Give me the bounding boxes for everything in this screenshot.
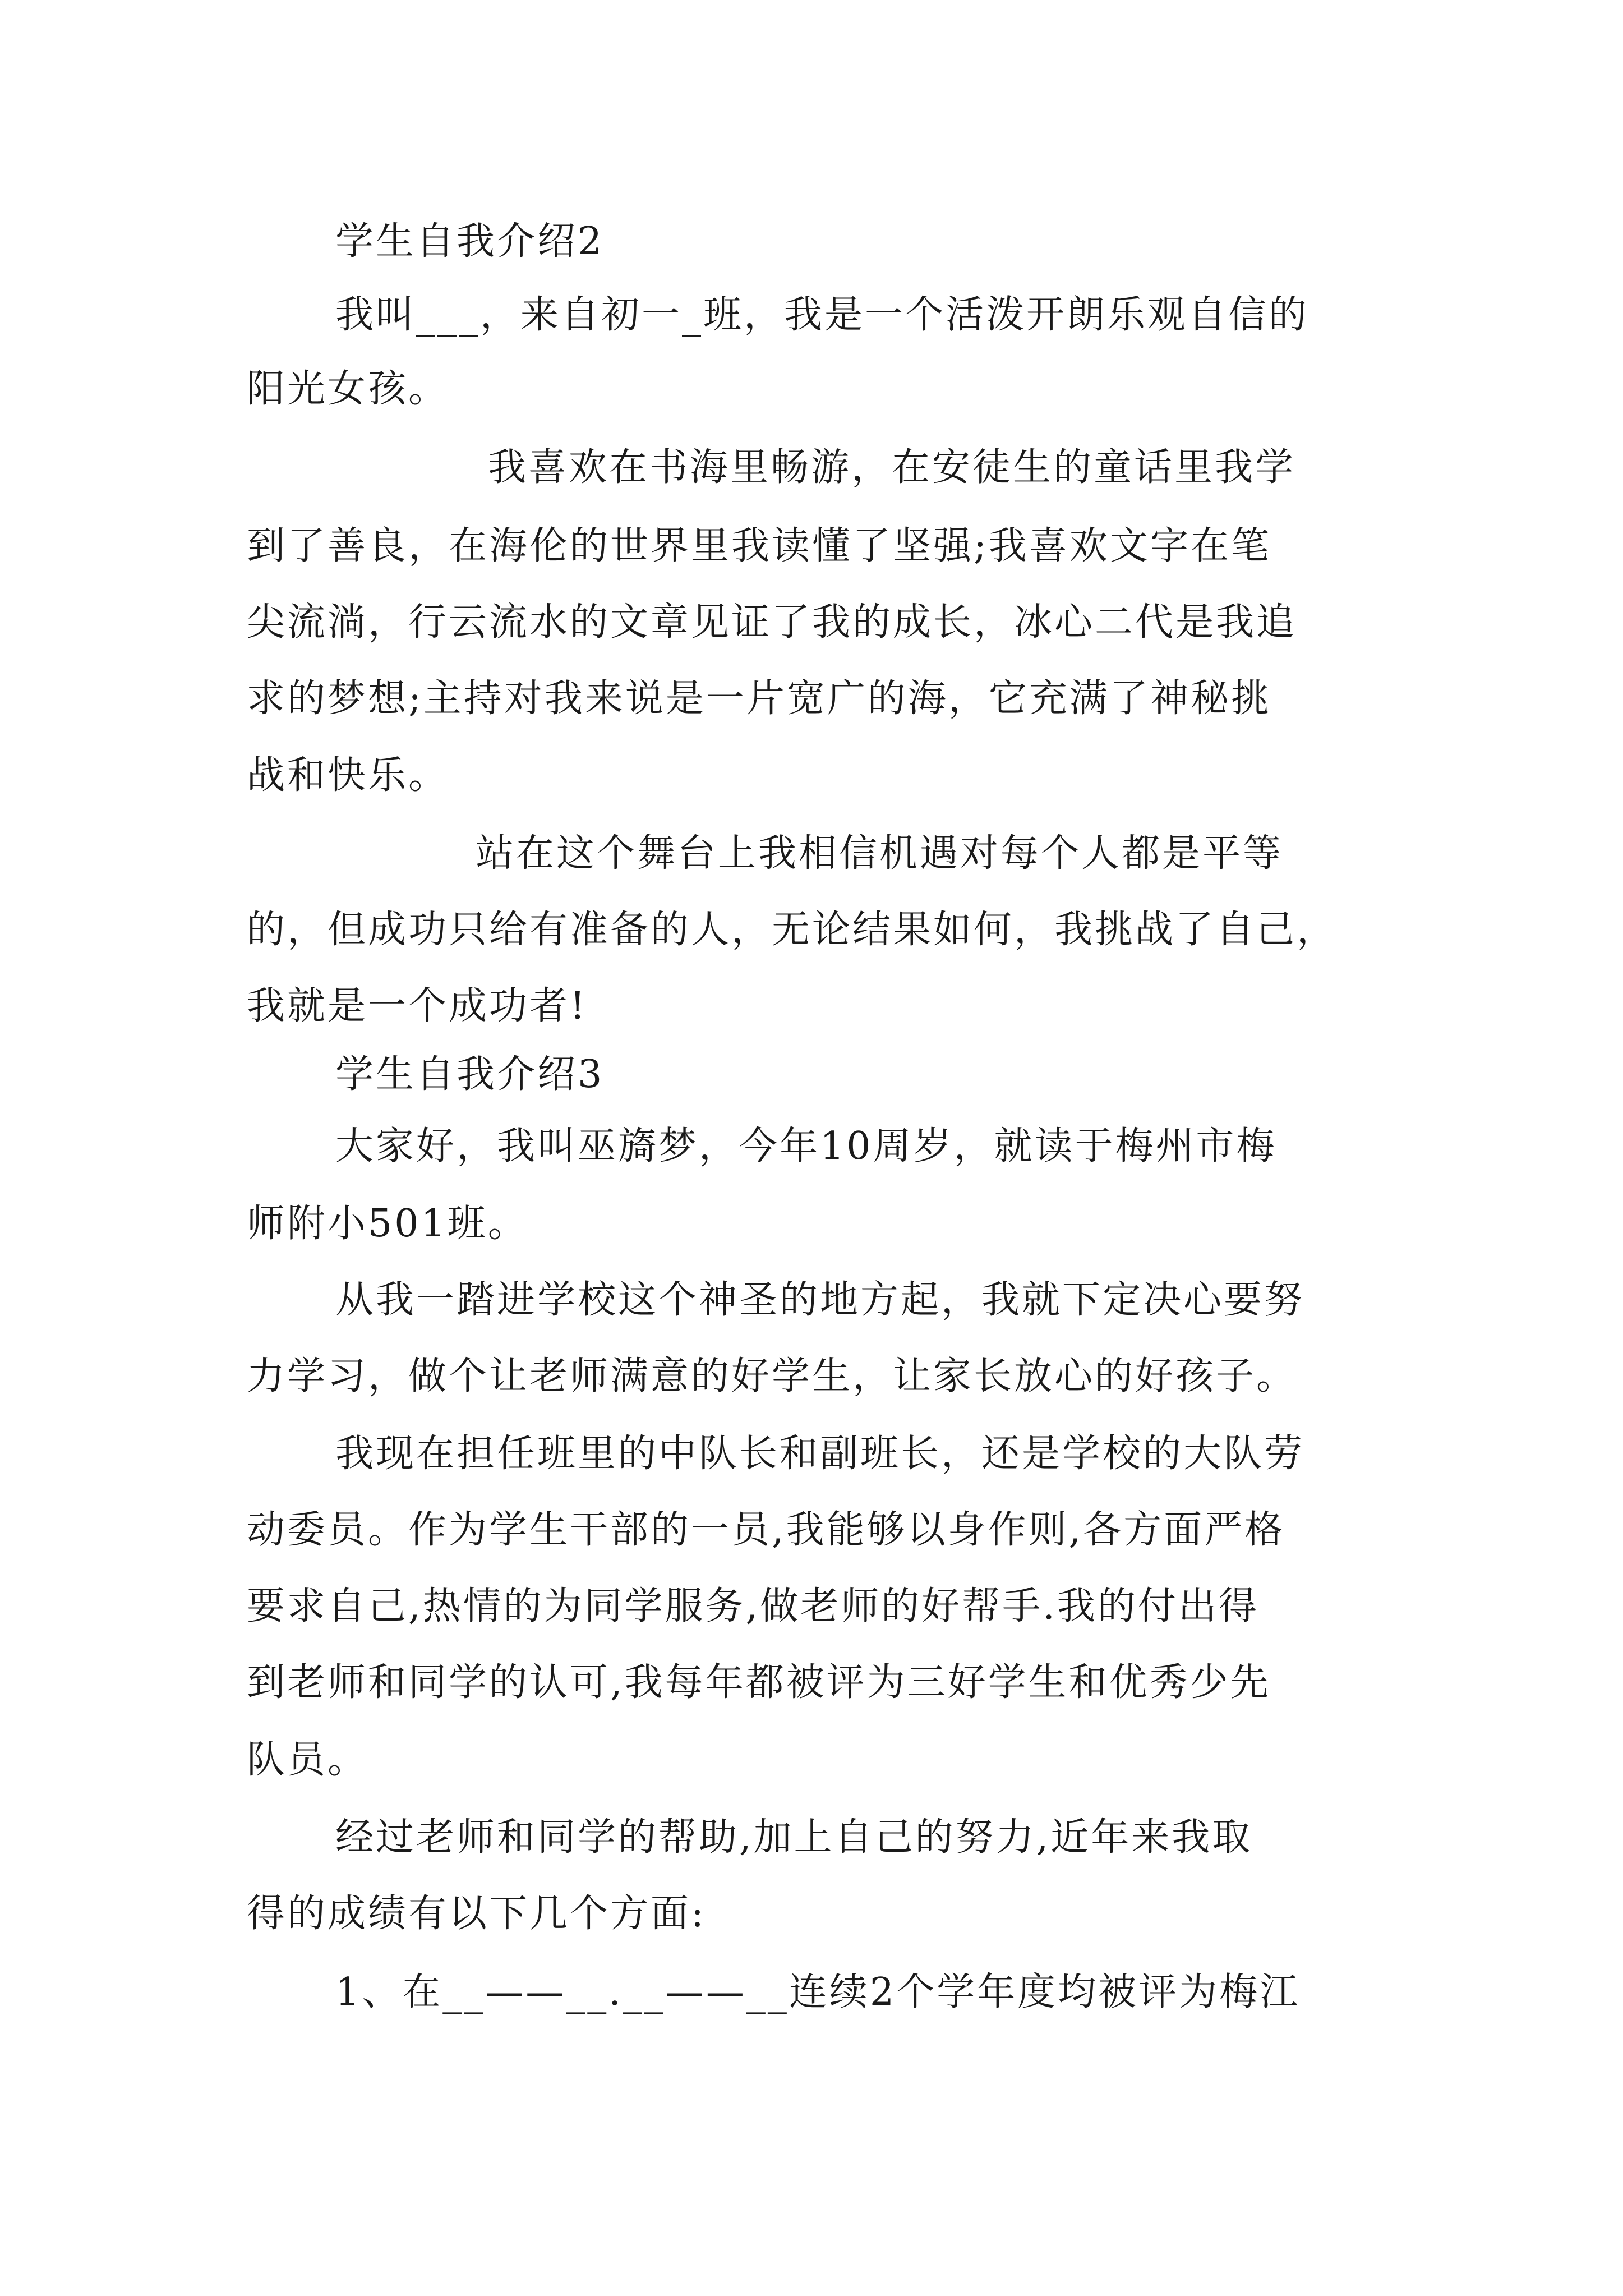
paragraph-line: 我喜欢在书海里畅游，在安徒生的童话里我学 (488, 445, 1296, 490)
paragraph-line: 尖流淌，行云流水的文章见证了我的成长，冰心二代是我追 (247, 600, 1297, 645)
paragraph-line: 得的成绩有以下几个方面: (247, 1892, 706, 1936)
paragraph-line: 队员。 (247, 1738, 368, 1782)
paragraph-line: 的，但成功只给有准备的人，无论结果如何，我挑战了自己， (247, 908, 1338, 952)
paragraph-line: 动委员。作为学生干部的一员,我能够以身作则,各方面严格 (247, 1508, 1285, 1552)
paragraph-line: 战和快乐。 (247, 753, 449, 798)
paragraph-line: 经过老师和同学的帮助,加上自己的努力,近年来我取 (335, 1815, 1253, 1860)
paragraph-line: 我现在担任班里的中队长和副班长，还是学校的大队劳 (335, 1432, 1305, 1476)
paragraph-line: 到了善良，在海伦的世界里我读懂了坚强;我喜欢文字在笔 (247, 524, 1271, 568)
section-heading: 学生自我介绍2 (335, 219, 605, 264)
paragraph-line: 阳光女孩。 (247, 367, 449, 411)
paragraph-line: 1、在__——__.__——__连续2个学年度均被评为梅江 (335, 1970, 1301, 2014)
paragraph-line: 到老师和同学的认可,我每年都被评为三好学生和优秀少先 (247, 1660, 1271, 1705)
paragraph-line: 我就是一个成功者! (247, 984, 588, 1028)
paragraph-line: 求的梦想;主持对我来说是一片宽广的海，它充满了神秘挑 (247, 677, 1271, 721)
paragraph-line: 我叫___，来自初一_班，我是一个活泼开朗乐观自信的 (335, 293, 1310, 337)
paragraph-line: 大家好，我叫巫旖梦，今年10周岁，就读于梅州市梅 (335, 1124, 1277, 1168)
paragraph-line: 师附小501班。 (247, 1202, 528, 1246)
paragraph-line: 力学习，做个让老师满意的好学生，让家长放心的好孩子。 (247, 1354, 1297, 1398)
paragraph-line: 站在这个舞台上我相信机遇对每个人都是平等 (476, 831, 1284, 876)
section-heading: 学生自我介绍3 (335, 1052, 605, 1097)
paragraph-line: 要求自己,热情的为同学服务,做老师的好帮手.我的付出得 (247, 1584, 1259, 1628)
paragraph-line: 从我一踏进学校这个神圣的地方起，我就下定决心要努 (335, 1278, 1305, 1322)
